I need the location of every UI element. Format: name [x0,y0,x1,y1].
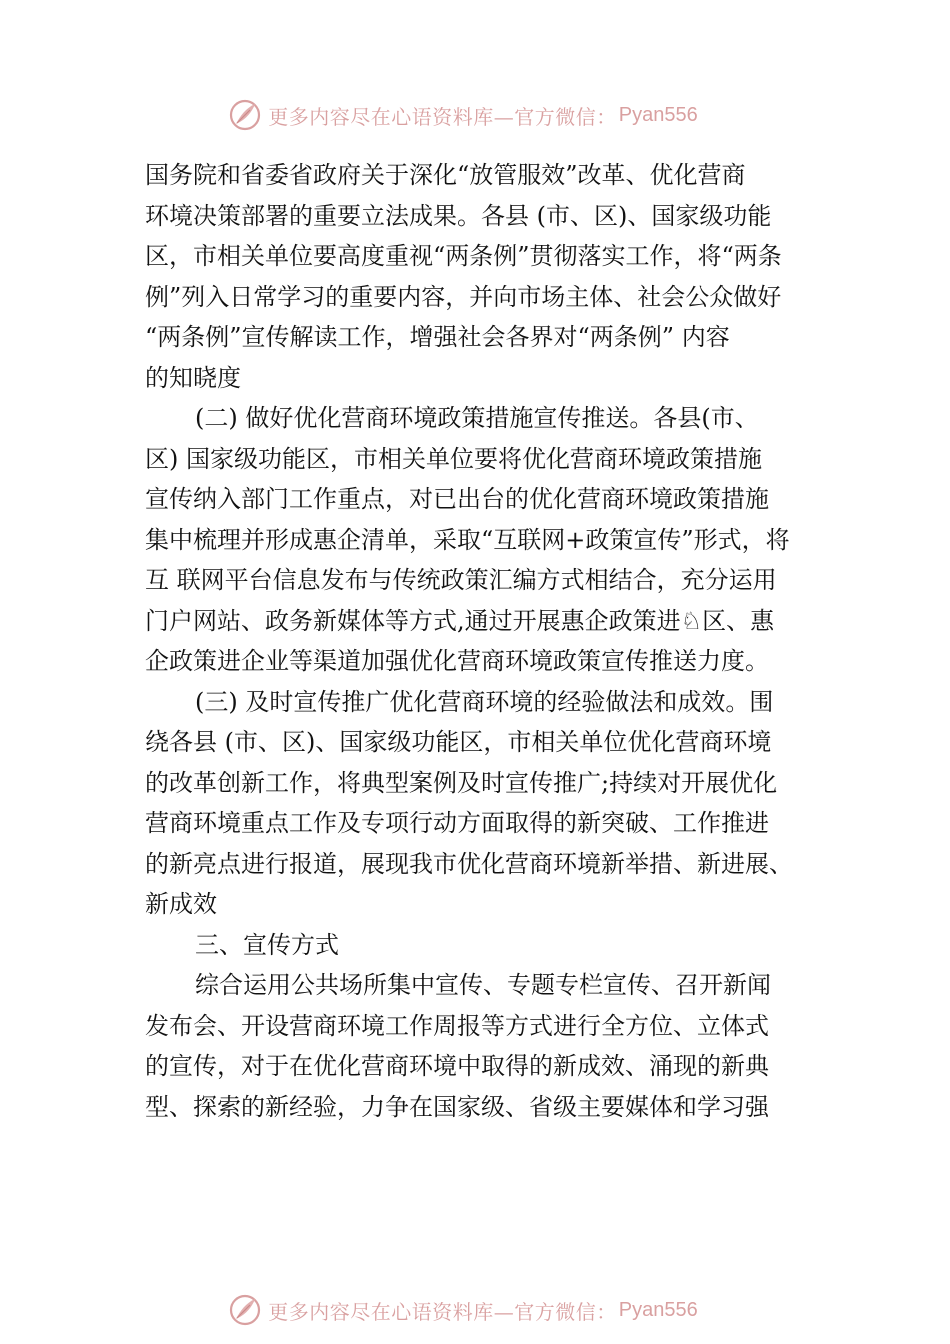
text-line: 综合运用公共场所集中宣传、专题专栏宣传、召开新闻 [195,971,771,999]
text-line: (三) 及时宣传推广优化营商环境的经验做法和成效。围 [195,687,774,716]
feather-pen-logo-icon [228,1293,262,1327]
watermark-id: Pyan556 [618,103,698,126]
text-line: 互 联网平台信息发布与传统政策汇编方式相结合，充分运用 [145,566,777,594]
text-line: “两条例”宣传解读工作，增强社会各界对“两条例” 内容 [145,323,730,351]
text-line: 区) 国家级功能区，市相关单位要将优化营商环境政策措施 [145,444,762,473]
text-line: 绕各县 (市、区)、国家级功能区，市相关单位优化营商环境 [145,728,772,756]
text-line: 门户网站、政务新媒体等方式,通过开展惠企政策进♘区、惠 [145,606,775,635]
text-line: (二) 做好优化营商环境政策措施宣传推送。各县(市、 [195,404,759,432]
text-line: 宣传纳入部门工作重点，对已出台的优化营商环境政策措施 [145,485,769,513]
text-line: 新成效 [145,890,217,918]
feather-pen-logo-icon [228,98,262,132]
text-line: 的改革创新工作，将典型案例及时宣传推广;持续对开展优化 [145,768,778,797]
text-line: 的宣传，对于在优化营商环境中取得的新成效、涌现的新典 [145,1052,769,1080]
text-line: 国务院和省委省政府关于深化“放管服效”改革、优化营商 [145,161,746,189]
text-line: 集中梳理并形成惠企清单，采取“互联网+政策宣传”形式，将 [145,525,790,554]
text-line: 的新亮点进行报道，展现我市优化营商环境新举措、新进展、 [145,849,793,878]
text-line: 企政策进企业等渠道加强优化营商环境政策宣传推送力度。 [145,647,769,675]
text-line: 区，市相关单位要高度重视“两条例”贯彻落实工作，将“两条 [145,242,782,270]
watermark-id: Pyan556 [618,1298,698,1321]
text-line: 三、宣传方式 [195,930,339,959]
text-line: 例”列入日常学习的重要内容，并向市场主体、社会公众做好 [145,282,782,311]
text-line: 环境决策部署的重要立法成果。各县 (市、区)、国家级功能 [145,201,772,230]
text-line: 发布会、开设营商环境工作周报等方式进行全方位、立体式 [145,1011,769,1040]
document-body [145,155,810,1127]
watermark-text: 更多内容尽在心语资料库—官方微信： [268,1299,617,1324]
text-line: 的知晓度 [145,363,241,392]
header-watermark [0,95,950,135]
watermark-text: 更多内容尽在心语资料库—官方微信： [268,104,617,129]
footer-watermark [0,1290,950,1330]
text-line: 营商环境重点工作及专项行动方面取得的新突破、工作推进 [145,809,769,837]
text-line: 型、探索的新经验，力争在国家级、省级主要媒体和学习强 [145,1092,769,1121]
